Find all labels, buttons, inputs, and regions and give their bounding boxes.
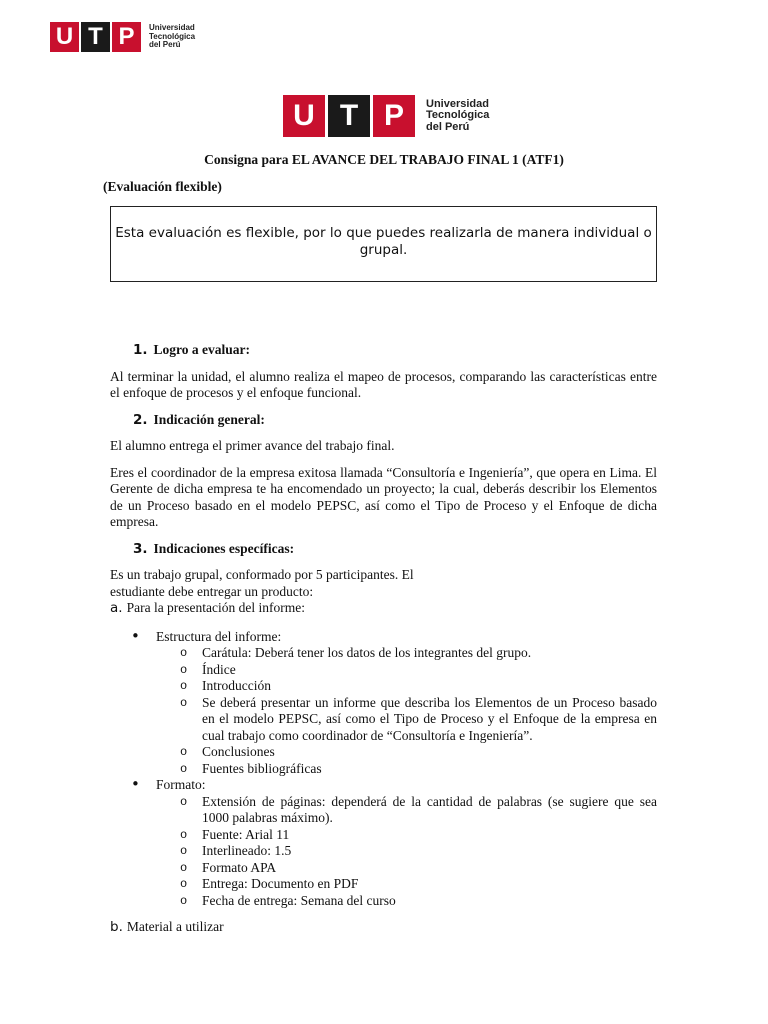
list-item: o Fuente: Arial 11: [156, 827, 657, 844]
bullet-list: [110, 629, 657, 910]
logo-letter-box: P: [112, 22, 141, 52]
section-paragraph: El alumno entrega el primer avance del trabajo final.: [110, 438, 395, 453]
list-item: o Conclusiones: [156, 744, 657, 761]
list-marker: b.: [110, 919, 123, 935]
logo-letter-box: T: [328, 95, 370, 137]
list-item: o Se deberá presentar un informe que describa los Elementos de un Proceso basado en el modelo PEPSC, así como el Tipo de Proceso y el Enfoque de la empresa en cual trabajo como coordinador de “Consultoría e Ingeniería”.: [156, 695, 657, 745]
section-heading-text: Logro a evaluar:: [153, 342, 251, 357]
list-item: o Extensión de páginas: dependerá de la cantidad de palabras (se sugiere que sea 1000 palabras máximo).: [156, 794, 657, 827]
list-item: • Estructura del informe: o Carátula: Deberá tener los datos de los integrantes del grupo. o Índice o Introducción o Se deberá presentar un informe que describa los Elementos de un Proceso basado en el modelo PEPSC, así como el Tipo de Proceso y el Enfoque de la empresa en cual trabajo como coordinador de “Consultoría e Ingeniería”. o Conclusiones o Fuentes bibliográficas: [110, 629, 657, 778]
header-logo: [50, 22, 195, 52]
section-heading-indicacion-general: [133, 412, 657, 429]
section-number: 3.: [133, 540, 148, 557]
section-heading-text: Indicaciones específicas:: [153, 540, 295, 556]
logo-letter-box: P: [373, 95, 415, 137]
list-item: o Introducción: [156, 678, 657, 695]
flexible-evaluation-notice: [110, 206, 657, 282]
section-paragraph: Eres el coordinador de la empresa exitosa llamada “Consultoría e Ingeniería”, que opera en Lima. El Gerente de dicha empresa te ha encomendado un proyecto; la cual, deberás describir los Elementos de un Proceso basado en el modelo PEPSC, así como el Tipo de Proceso y el Enfoque de dicha empresa.: [110, 464, 657, 529]
logo-university-name: Universidad Tecnológica del Perú: [149, 23, 196, 50]
list-item: o Entrega: Documento en PDF: [156, 876, 657, 893]
logo-university-name: Universidad Tecnológica del Perú: [426, 97, 490, 133]
section-intro: Es un trabajo grupal, conformado por 5 participantes. El estudiante debe entregar un producto:: [110, 567, 414, 599]
center-logo: [283, 95, 489, 137]
section-heading-text: Indicación general:: [153, 411, 265, 427]
list-item: o Índice: [156, 662, 657, 679]
section-number: 2.: [133, 411, 148, 428]
list-item-b: [110, 919, 657, 936]
sub-list: [156, 794, 657, 910]
section-heading-logro: [133, 342, 657, 359]
notice-text: Esta evaluación es flexible, por lo que puedes realizarla de manera individual o grupal.: [115, 225, 652, 258]
list-item: o Carátula: Deberá tener los datos de los integrantes del grupo.: [156, 645, 657, 662]
logo-letter-box: T: [81, 22, 110, 52]
document-title: Consigna para EL AVANCE DEL TRABAJO FINAL 1 (ATF1): [204, 152, 564, 167]
list-marker: a.: [110, 600, 123, 616]
list-item-a: [110, 600, 657, 617]
list-item: o Formato APA: [156, 860, 657, 877]
section-paragraph: Al terminar la unidad, el alumno realiza el mapeo de procesos, comparando las características entre el enfoque de procesos y el enfoque funcional.: [110, 368, 657, 400]
list-item-text: Material a utilizar: [126, 919, 224, 934]
logo-letter-box: U: [50, 22, 79, 52]
logo-letter-box: U: [283, 95, 325, 137]
list-item: o Interlineado: 1.5: [156, 843, 657, 860]
list-item: o Fecha de entrega: Semana del curso: [156, 893, 657, 910]
list-item: • Formato: o Extensión de páginas: dependerá de la cantidad de palabras (se sugiere que sea 1000 palabras máximo). o Fuente: Arial 11 o Interlineado: 1.5 o Formato APA o Entrega: Documento en PDF o Fecha de entrega: Semana del curso: [110, 777, 657, 909]
section-heading-indicaciones-especificas: [133, 541, 657, 558]
document-subtitle: (Evaluación flexible): [103, 179, 222, 194]
list-item-text: Para la presentación del informe:: [126, 600, 306, 615]
list-item: o Fuentes bibliográficas: [156, 761, 657, 778]
document-body: [110, 342, 657, 948]
sub-list: [156, 645, 657, 777]
section-number: 1.: [133, 342, 148, 358]
